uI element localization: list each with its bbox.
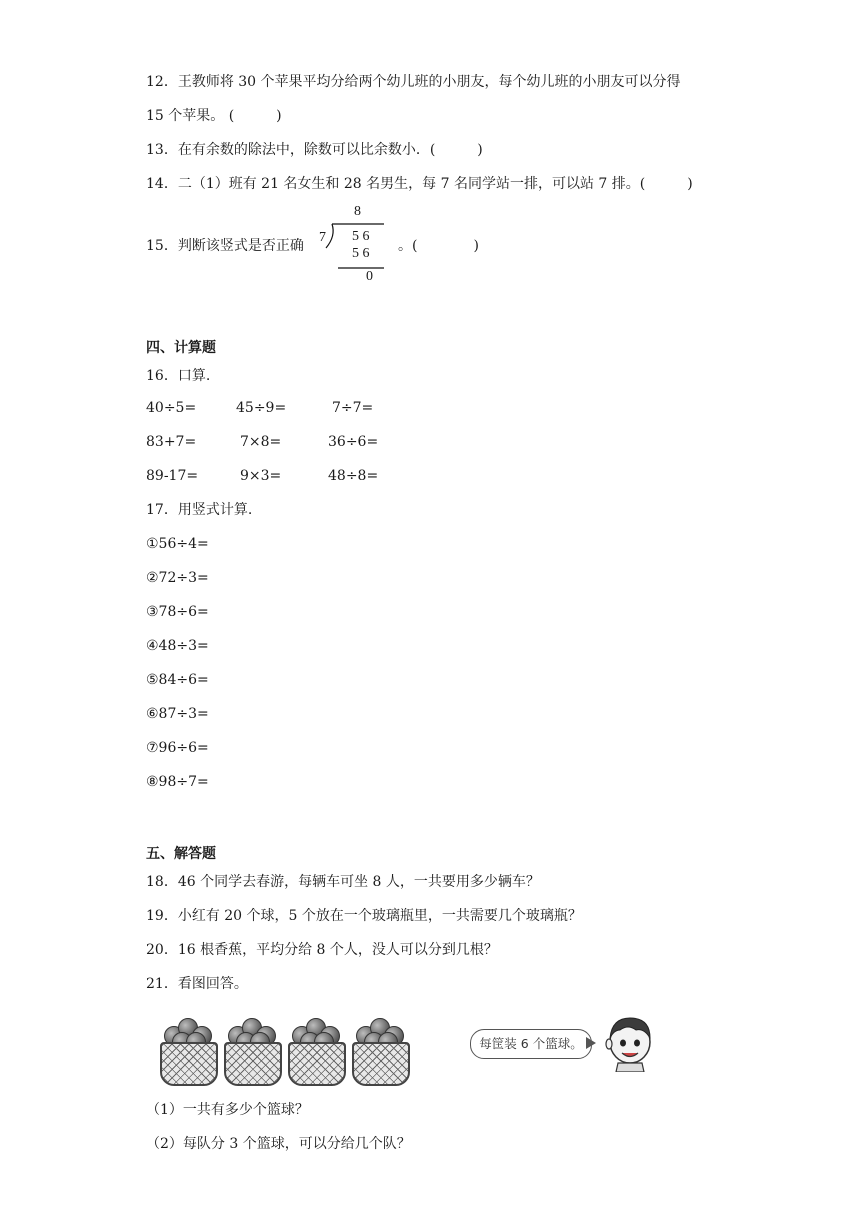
long-division xyxy=(316,204,390,286)
oral-item: 36÷6= xyxy=(328,434,379,450)
oral-item: 7÷7= xyxy=(332,400,374,416)
basket-of-basketballs-icon xyxy=(224,1016,280,1086)
vertical-item: ③78÷6= xyxy=(146,604,209,620)
sub-question-1: （1）一共有多少个篮球？ xyxy=(146,1102,309,1118)
division-bracket xyxy=(316,204,390,286)
vertical-item: ①56÷4= xyxy=(146,536,209,552)
basket-of-basketballs-icon xyxy=(352,1016,408,1086)
section-5-heading: 五、解答题 xyxy=(146,846,216,862)
question-20: 20．16 根香蕉，平均分给 8 个人，没人可以分到几根？ xyxy=(146,942,498,958)
vertical-item: ⑥87÷3= xyxy=(146,706,209,722)
section-4-heading: 四、计算题 xyxy=(146,340,216,356)
division-product: 5 6 xyxy=(352,246,370,261)
oral-item: 45÷9= xyxy=(236,400,287,416)
oral-item: 7×8= xyxy=(240,434,282,450)
boy-icon xyxy=(600,1012,658,1072)
sub-question-2: （2）每队分 3 个篮球，可以分给几个队？ xyxy=(146,1136,411,1152)
vertical-item: ②72÷3= xyxy=(146,570,209,586)
question-15-suffix: 。( ) xyxy=(398,238,479,254)
division-quotient: 8 xyxy=(354,204,361,219)
oral-item: 9×3= xyxy=(240,468,282,484)
vertical-item: ⑧98÷7= xyxy=(146,774,209,790)
vertical-item: ④48÷3= xyxy=(146,638,209,654)
question-15-prefix: 15．判断该竖式是否正确 xyxy=(146,238,304,254)
basket-of-basketballs-icon xyxy=(288,1016,344,1086)
question-17: 17．用竖式计算. xyxy=(146,502,253,518)
vertical-item: ⑦96÷6= xyxy=(146,740,209,756)
question-13: 13．在有余数的除法中，除数可以比余数小．( ) xyxy=(146,142,483,158)
question-14: 14．二（1）班有 21 名女生和 28 名男生，每 7 名同学站一排，可以站 7 排。( ) xyxy=(146,176,693,192)
oral-item: 89-17= xyxy=(146,468,199,484)
division-dividend: 5 6 xyxy=(352,229,370,244)
question-16: 16．口算. xyxy=(146,368,211,384)
division-divisor: 7 xyxy=(319,230,326,245)
question-19: 19．小红有 20 个球，5 个放在一个玻璃瓶里，一共需要几个玻璃瓶？ xyxy=(146,908,582,924)
division-remainder: 0 xyxy=(366,269,373,284)
basket-of-basketballs-icon xyxy=(160,1016,216,1086)
question-21: 21．看图回答。 xyxy=(146,976,248,992)
question-12-line-2: 15 个苹果。 ( ) xyxy=(146,108,282,124)
question-12-line-1: 12．王教师将 30 个苹果平均分给两个幼儿班的小朋友，每个幼儿班的小朋友可以分得 xyxy=(146,74,681,90)
vertical-item: ⑤84÷6= xyxy=(146,672,209,688)
oral-item: 40÷5= xyxy=(146,400,197,416)
question-18: 18．46 个同学去春游，每辆车可坐 8 人，一共要用多少辆车？ xyxy=(146,874,540,890)
speech-bubble-tail xyxy=(586,1037,596,1049)
oral-item: 83+7= xyxy=(146,434,197,450)
speech-bubble: 每筐装 6 个篮球。 xyxy=(470,1029,592,1059)
oral-item: 48÷8= xyxy=(328,468,379,484)
